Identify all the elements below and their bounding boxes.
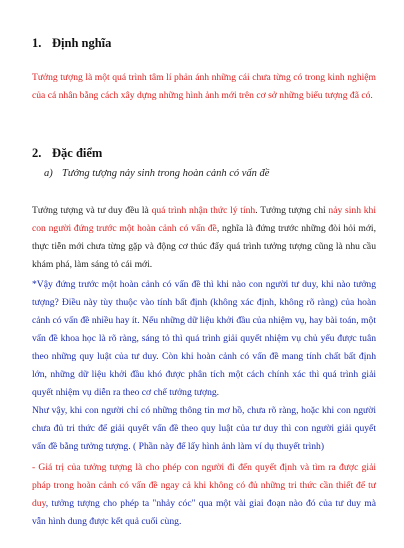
subsection-number: a) (44, 168, 53, 179)
text-run: , tưởng tượng cho phép ta "nhảy cóc" qua một vài giai đoạn nào đó của tư duy mà vẫn hình dung được kết quả cuối cùng. (32, 498, 376, 527)
subsection-heading (44, 168, 269, 179)
text-run: , nghĩa là đứng trước những đòi hỏi mới, thực tiễn mới chưa từng gặp và động cơ thúc đẩy quá trình tưởng tượng cũng là nhu cầu khám phá, làm sáng tỏ cái mới. (32, 223, 376, 270)
definition-paragraph: Tưởng tượng là một quá trình tâm lí phản ánh những cái chưa từng có trong kinh nghiệm của cá nhân bằng cách xây dựng những hình ảnh mới trên cơ sở những biểu tượng đã có. (32, 72, 376, 101)
highlight-text: quá trình nhận thức lý tính (151, 205, 256, 216)
paragraph-intro (32, 202, 376, 274)
section-number: 2. (32, 146, 42, 160)
highlight-text: - Giá trị của tưởng tượng là cho phép con người đi đến quyết định và tìm ra được giải pháp trong hoàn cảnh có vấn đề ngay cả khi không có đủ những tri thức cần thiết để tư duy (32, 462, 376, 509)
section-number: 1. (32, 36, 42, 50)
section-heading-definition (32, 36, 111, 51)
paragraph-explanation: *Vậy đứng trước một hoàn cảnh có vấn đề thì khi nào con người tư duy, khi nào tưởng tượng? Điều này tùy thuộc vào tính bất định (không xác định, không rõ ràng) của hoàn cảnh có vấn đề nhiều hay ít. Nếu những dữ liệu khởi đầu của nhiệm vụ, hay bài toán, một vấn đề khoa học là rõ ràng, sáng tỏ thì quá trình giải quyết nhiệm vụ chủ yếu được tuân theo những quy luật của tư duy. Còn khi hoàn cảnh có vấn đề mang tính chất bất định lớn, những dữ liệu khởi đầu khó được phân tích một cách chính xác thì quá trình giải quyết nhiệm vụ diễn ra theo cơ chế tưởng tượng. (32, 279, 376, 398)
highlight-text: nảy sinh khi con người đứng trước một hoàn cảnh có vấn đề (32, 205, 376, 234)
text-run: . Tưởng tượng chỉ (255, 205, 329, 216)
paragraph-value (32, 459, 376, 531)
section-title: Định nghĩa (52, 36, 112, 50)
text-run: Tưởng tượng và tư duy đều là (32, 205, 152, 216)
section-heading-features (32, 146, 102, 161)
subsection-title: Tưởng tượng nảy sinh trong hoàn cảnh có vấn đề (62, 168, 270, 179)
paragraph-summary: Như vậy, khi con người chỉ có những thông tin mơ hồ, chưa rõ ràng, hoặc khi con người chưa đủ tri thức để giải quyết vấn đề theo quy luật của tư duy thì con người giải quyết vấn đề bằng tưởng tượng. ( Phần này để lấy hình ảnh làm ví dụ thuyết trình) (32, 405, 376, 452)
section-title: Đặc điểm (52, 146, 103, 160)
